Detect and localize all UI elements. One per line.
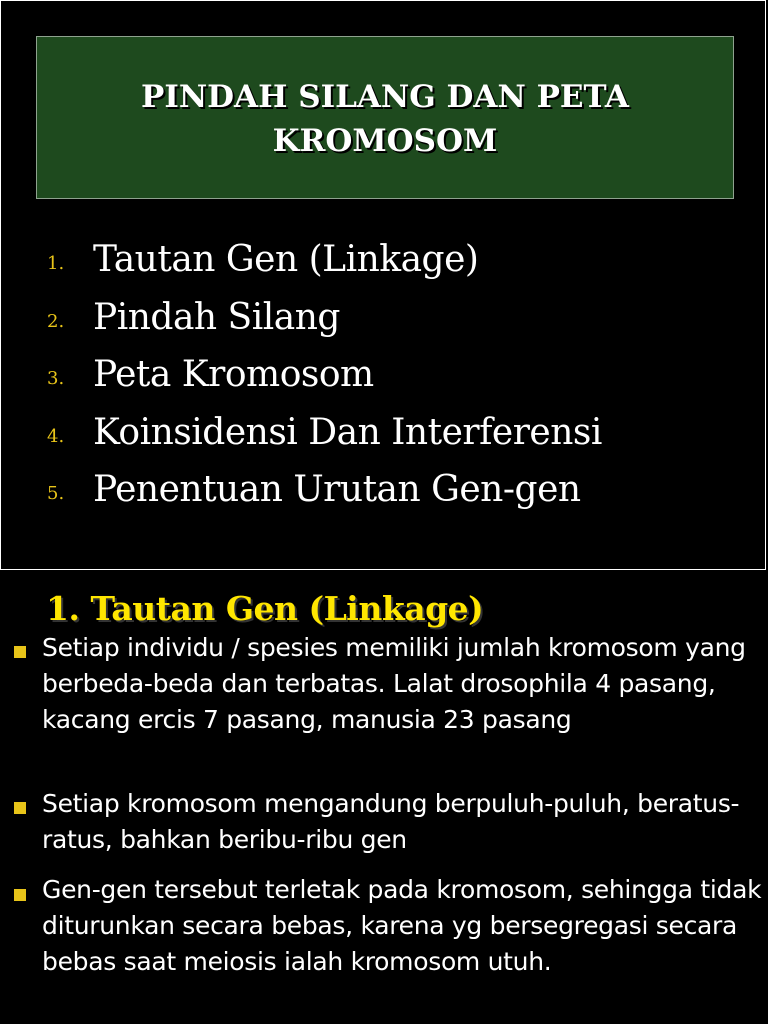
bullet-square-icon xyxy=(14,646,26,658)
item-number: 2. xyxy=(47,310,65,332)
item-number: 3. xyxy=(47,368,65,389)
bullet-square-icon xyxy=(14,889,26,901)
bullet-text: Setiap individu / spesies memiliki jumlah kromosom yang berbeda-beda dan terbatas. Lalat drosophila 4 pasang, kacang ercis 7 pasang, manusia 23 pasang xyxy=(42,633,746,734)
item-number: 4. xyxy=(47,425,65,447)
item-number: 1. xyxy=(47,253,65,274)
slide-title xyxy=(37,75,733,163)
title-box xyxy=(36,36,734,199)
bullet-text: Gen-gen tersebut terletak pada kromosom, sehingga tidak diturunkan secara bebas, karena yg bersegregasi secara bebas saat meiosis ialah kromosom utuh. xyxy=(42,875,762,976)
bullet-text: Setiap kromosom mengandung berpuluh-puluh, beratus-ratus, bahkan beribu-ribu gen xyxy=(42,789,740,854)
section-heading: 1. Tautan Gen (Linkage) xyxy=(46,589,484,628)
slide-2 xyxy=(0,574,768,1024)
bullet-square-icon xyxy=(14,802,26,814)
title-line-2: KROMOSOM xyxy=(272,123,498,159)
item-label: Koinsidensi Dan Interferensi xyxy=(93,411,602,453)
title-line-1: PINDAH SILANG DAN PETA xyxy=(141,79,629,115)
item-label: Penentuan Urutan Gen-gen xyxy=(93,469,581,510)
item-label: Pindah Silang xyxy=(93,296,340,338)
item-label: Tautan Gen (Linkage) xyxy=(93,239,479,280)
item-number: 5. xyxy=(47,483,65,504)
item-label: Peta Kromosom xyxy=(93,354,374,395)
